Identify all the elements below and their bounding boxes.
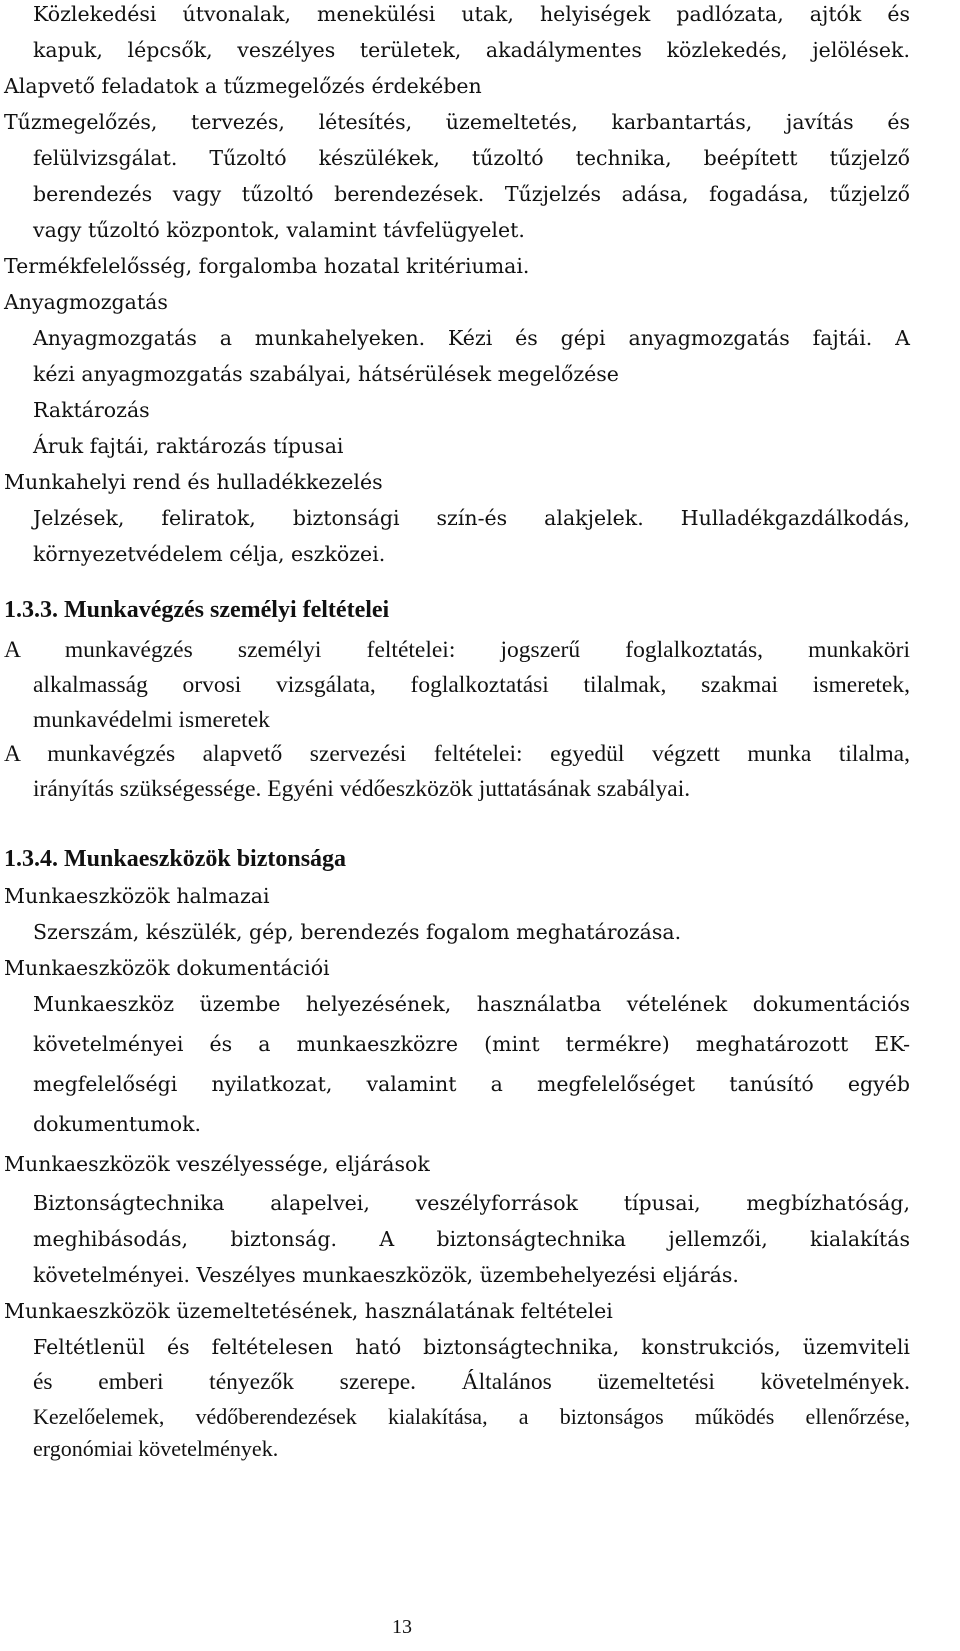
text-line: Közlekedési útvonalak, menekülési utak, helyiségek padlózata, ajtók és bbox=[33, 2, 910, 26]
subheading: Munkaeszközök halmazai bbox=[4, 884, 270, 908]
text-line: Munkaeszköz üzembe helyezésének, használatba vételének dokumentációs bbox=[33, 992, 910, 1016]
text-line: Szerszám, készülék, gép, berendezés fogalom meghatározása. bbox=[33, 920, 682, 944]
subheading: Munkaeszközök üzemeltetésének, használatának feltételei bbox=[4, 1299, 613, 1323]
subheading: Munkaeszközök dokumentációi bbox=[4, 956, 330, 980]
text-line: Feltétlenül és feltételesen ható biztonságtechnika, konstrukciós, üzemviteli bbox=[33, 1335, 910, 1359]
text-line: követelményei. Veszélyes munkaeszközök, üzembehelyezési eljárás. bbox=[33, 1263, 739, 1287]
text-line: dokumentumok. bbox=[33, 1112, 202, 1136]
text-line: Kezelőelemek, védőberendezések kialakítása, a biztonságos működés ellenőrzése, bbox=[33, 1404, 910, 1429]
text-line: Anyagmozgatás a munkahelyeken. Kézi és gépi anyagmozgatás fajtái. A bbox=[33, 326, 910, 350]
text-line: követelményei és a munkaeszközre (mint termékre) meghatározott EK- bbox=[33, 1032, 910, 1056]
text-line: berendezés vagy tűzoltó berendezések. Tűzjelzés adása, fogadása, tűzjelző bbox=[33, 182, 910, 206]
text-line: Áruk fajtái, raktározás típusai bbox=[33, 434, 344, 458]
text-line: irányítás szükségessége. Egyéni védőeszközök juttatásának szabályai. bbox=[33, 776, 691, 802]
text-line: Jelzések, feliratok, biztonsági szín-és alakjelek. Hulladékgazdálkodás, bbox=[33, 506, 910, 530]
text-line: ergonómiai követelmények. bbox=[33, 1436, 279, 1461]
text-line: felülvizsgálat. Tűzoltó készülékek, tűzoltó technika, beépített tűzjelző bbox=[33, 146, 910, 170]
text-line: munkavédelmi ismeretek bbox=[33, 707, 270, 733]
page-number: 13 bbox=[392, 1616, 412, 1638]
text-line: alkalmasság orvosi vizsgálata, foglalkoztatási tilalmak, szakmai ismeretek, bbox=[33, 672, 910, 698]
subheading: Raktározás bbox=[33, 398, 150, 422]
subheading: Alapvető feladatok a tűzmegelőzés érdekében bbox=[4, 74, 482, 98]
subheading: Anyagmozgatás bbox=[4, 290, 168, 314]
text-line: kapuk, lépcsők, veszélyes területek, akadálymentes közlekedés, jelölések. bbox=[33, 38, 910, 62]
text-line: A munkavégzés személyi feltételei: jogszerű foglalkoztatás, munkaköri bbox=[4, 637, 910, 663]
text-line: kézi anyagmozgatás szabályai, hátsérülések megelőzése bbox=[33, 362, 619, 386]
text-line: környezetvédelem célja, eszközei. bbox=[33, 542, 386, 566]
section-heading: 1.3.3. Munkavégzés személyi feltételei bbox=[4, 597, 390, 623]
text-line: Termékfelelősség, forgalomba hozatal kritériumai. bbox=[4, 254, 530, 278]
text-line: megfelelőségi nyilatkozat, valamint a megfelelőséget tanúsító egyéb bbox=[33, 1072, 910, 1096]
text-line: Biztonságtechnika alapelvei, veszélyforrások típusai, megbízhatóság, bbox=[33, 1191, 910, 1215]
text-line: meghibásodás, biztonság. A biztonságtechnika jellemzői, kialakítás bbox=[33, 1227, 910, 1251]
text-line: vagy tűzoltó központok, valamint távfelügyelet. bbox=[33, 218, 525, 242]
text-line: A munkavégzés alapvető szervezési feltételei: egyedül végzett munka tilalma, bbox=[4, 741, 910, 767]
text-line: Tűzmegelőzés, tervezés, létesítés, üzemeltetés, karbantartás, javítás és bbox=[4, 110, 910, 134]
section-heading: 1.3.4. Munkaeszközök biztonsága bbox=[4, 846, 347, 872]
subheading: Munkahelyi rend és hulladékkezelés bbox=[4, 470, 383, 494]
subheading: Munkaeszközök veszélyessége, eljárások bbox=[4, 1152, 430, 1176]
text-line: és emberi tényezők szerepe. Általános üzemeltetési követelmények. bbox=[33, 1369, 910, 1395]
